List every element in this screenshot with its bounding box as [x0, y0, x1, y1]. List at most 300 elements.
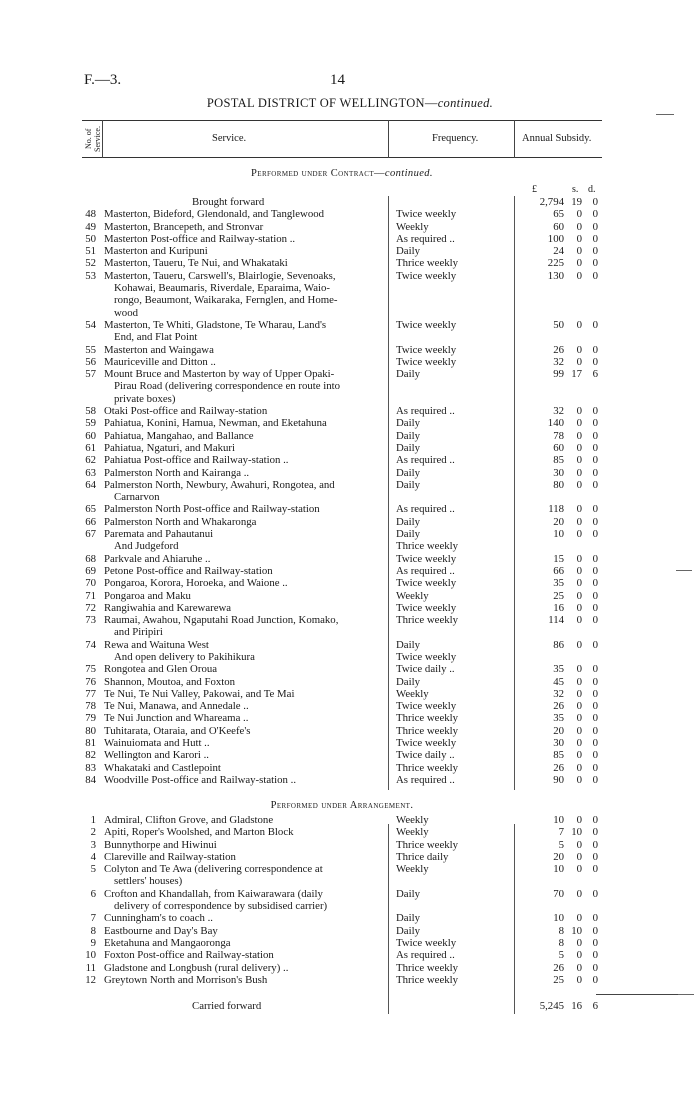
section-arrangement-heading: Performed under Arrangement. — [270, 800, 414, 811]
amount-pounds: 5 — [558, 949, 564, 962]
amount-shillings: 0 — [576, 564, 582, 577]
amount-pounds: 114 — [548, 614, 564, 627]
service-number: 7 — [90, 912, 96, 925]
service-frequency: As required .. — [396, 454, 455, 467]
amount-shillings: 0 — [576, 515, 582, 528]
amount-shillings: 0 — [576, 936, 582, 949]
service-number: 58 — [85, 405, 96, 418]
service-frequency: As required .. — [396, 503, 455, 516]
service-number: 52 — [85, 257, 96, 270]
amount-shillings: 0 — [576, 687, 582, 700]
service-route: Carnarvon — [114, 491, 160, 504]
amount-pence: 0 — [592, 429, 598, 442]
amount-shillings: 0 — [576, 761, 582, 774]
amount-pence: 0 — [592, 269, 598, 282]
amount-pounds: 50 — [553, 318, 564, 331]
amount-pence: 0 — [592, 675, 598, 688]
amount-shillings: 19 — [571, 196, 582, 208]
table-row — [82, 307, 602, 319]
table-row — [82, 221, 602, 233]
service-frequency: Daily — [396, 515, 420, 528]
service-route: Greytown North and Morrison's Bush — [104, 973, 268, 986]
amount-shillings: 0 — [576, 220, 582, 233]
amount-pence: 0 — [592, 405, 598, 418]
service-frequency: Twice weekly — [396, 343, 457, 356]
table-row — [82, 774, 602, 786]
amount-pounds: 5,245 — [539, 1000, 564, 1012]
service-route: Pirau Road (delivering correspondence en route into — [114, 380, 341, 393]
amount-pounds: 225 — [547, 257, 564, 270]
service-route: Masterton Post-office and Railway-station .. — [104, 232, 296, 245]
service-route: rongo, Beaumont, Waikaraka, Fernglen, and Home- — [114, 294, 338, 307]
service-frequency: As required .. — [396, 232, 455, 245]
amount-pence: 0 — [592, 196, 598, 208]
amount-shillings: 10 — [571, 826, 582, 839]
table-row — [82, 725, 602, 737]
amount-pence: 0 — [592, 528, 598, 541]
amount-pence: 6 — [592, 368, 598, 381]
service-route: Masterton and Kuripuni — [104, 245, 208, 258]
amount-pounds: 26 — [553, 700, 564, 713]
amount-shillings: 0 — [576, 232, 582, 245]
section-contract-continued: continued. — [384, 168, 433, 179]
carried-forward-label: Carried forward — [192, 1000, 262, 1012]
service-number: 67 — [85, 528, 96, 541]
amount-shillings: 0 — [576, 663, 582, 676]
service-frequency: Thrice weekly — [396, 540, 459, 553]
amount-pounds: 10 — [553, 814, 564, 826]
amount-pounds: 5 — [558, 838, 564, 851]
service-frequency: Weekly — [396, 826, 429, 839]
amount-shillings: 0 — [576, 503, 582, 516]
service-frequency: Daily — [396, 368, 420, 381]
table-row — [82, 626, 602, 638]
service-route: Masterton, Taueru, Carswell's, Blairlogie, Sevenoaks, — [104, 269, 336, 282]
amount-shillings: 0 — [576, 749, 582, 762]
service-number: 5 — [90, 863, 96, 876]
service-route: Clareville and Railway-station — [104, 850, 236, 863]
amount-pounds: 20 — [553, 850, 564, 863]
service-route: Pahiatua Post-office and Railway-station .. — [104, 454, 289, 467]
table-row — [82, 962, 602, 974]
table-row — [82, 233, 602, 245]
service-number: 54 — [85, 318, 96, 331]
table-row — [82, 282, 602, 294]
service-number: 49 — [85, 220, 96, 233]
service-route: Mauriceville and Ditton .. — [104, 355, 216, 368]
table-row — [82, 356, 602, 368]
table-row — [82, 737, 602, 749]
amount-pence: 0 — [592, 220, 598, 233]
amount-shillings: 0 — [576, 417, 582, 430]
amount-shillings: 0 — [576, 700, 582, 713]
amount-pence: 0 — [592, 355, 598, 368]
service-route: Rongotea and Glen Oroua — [104, 663, 218, 676]
amount-pounds: 20 — [553, 515, 564, 528]
amount-pence: 0 — [592, 863, 598, 876]
service-number: 77 — [85, 687, 96, 700]
amount-shillings: 0 — [576, 973, 582, 986]
service-frequency: Daily — [396, 417, 420, 430]
service-frequency: Thrice daily — [396, 850, 449, 863]
table-row — [82, 516, 602, 528]
amount-pence: 0 — [592, 749, 598, 762]
service-route: Pongaroa and Maku — [104, 589, 191, 602]
amount-pounds: 30 — [553, 737, 564, 750]
amount-shillings: 10 — [571, 924, 582, 937]
amount-shillings: 17 — [571, 368, 582, 381]
amount-shillings: 0 — [576, 887, 582, 900]
service-frequency: Daily — [396, 528, 420, 541]
service-route: Te Nui, Manawa, and Annedale .. — [104, 700, 249, 713]
service-frequency: Weekly — [396, 220, 429, 233]
amount-pence: 0 — [592, 949, 598, 962]
amount-shillings: 0 — [576, 343, 582, 356]
amount-shillings: 0 — [576, 466, 582, 479]
table-row — [82, 925, 602, 937]
service-frequency: Daily — [396, 478, 420, 491]
amount-pounds: 65 — [553, 208, 564, 221]
service-number: 84 — [85, 773, 96, 786]
amount-shillings: 0 — [576, 638, 582, 651]
table-row — [82, 405, 602, 417]
table-row — [82, 479, 602, 491]
service-route: Masterton, Te Whiti, Gladstone, Te Wharau, Land's — [104, 318, 327, 331]
table-row — [82, 602, 602, 614]
amount-pence: 0 — [592, 577, 598, 590]
service-number: 74 — [85, 638, 96, 651]
service-number: 10 — [85, 949, 96, 962]
service-frequency: Thrice weekly — [396, 614, 459, 627]
margin-mark — [656, 114, 674, 115]
amount-pence: 6 — [592, 1000, 598, 1012]
amount-pounds: 25 — [553, 973, 564, 986]
amount-pounds: 90 — [553, 773, 564, 786]
service-route: Mount Bruce and Masterton by way of Upper Opaki- — [104, 368, 335, 381]
service-number: 65 — [85, 503, 96, 516]
table-row — [82, 749, 602, 761]
service-frequency: As required .. — [396, 564, 455, 577]
table-row — [82, 676, 602, 688]
amount-shillings: 0 — [576, 912, 582, 925]
currency-shillings: s. — [572, 184, 579, 195]
service-route: Admiral, Clifton Grove, and Gladstone — [104, 814, 274, 826]
service-route: Paremata and Pahautanui — [104, 528, 214, 541]
amount-pounds: 78 — [553, 429, 564, 442]
service-frequency: As required .. — [396, 773, 455, 786]
table-row — [82, 454, 602, 466]
service-frequency: Thrice weekly — [396, 712, 459, 725]
amount-pence: 0 — [592, 552, 598, 565]
table-row — [82, 553, 602, 565]
service-route: Cunningham's to coach .. — [104, 912, 213, 925]
service-number: 81 — [85, 737, 96, 750]
service-route: Colyton and Te Awa (delivering correspondence at — [104, 863, 323, 876]
header-subsidy: Annual Subsidy. — [522, 133, 592, 144]
table-row — [82, 319, 602, 331]
service-route: Pongaroa, Korora, Horoeka, and Waione .. — [104, 577, 288, 590]
service-route: Masterton, Taueru, Te Nui, and Whakataki — [104, 257, 288, 270]
table-row — [82, 467, 602, 479]
table-row — [82, 331, 602, 343]
service-number: 75 — [85, 663, 96, 676]
amount-pounds: 8 — [558, 936, 564, 949]
service-frequency: Twice weekly — [396, 208, 457, 221]
service-frequency: Daily — [396, 245, 420, 258]
service-route: settlers' houses) — [114, 875, 183, 888]
table-row — [82, 663, 602, 675]
amount-shillings: 0 — [576, 478, 582, 491]
table-row — [82, 577, 602, 589]
table-row — [82, 863, 602, 875]
service-frequency: Daily — [396, 638, 420, 651]
service-frequency: Twice weekly — [396, 936, 457, 949]
table-row — [82, 590, 602, 602]
amount-shillings: 0 — [576, 318, 582, 331]
service-frequency: Thrice weekly — [396, 761, 459, 774]
carried-forward-row — [82, 1000, 602, 1012]
amount-pence: 0 — [592, 589, 598, 602]
amount-shillings: 0 — [576, 675, 582, 688]
service-route: Te Nui, Te Nui Valley, Pakowai, and Te Mai — [104, 687, 295, 700]
header-divider — [388, 120, 389, 158]
amount-pence: 0 — [592, 417, 598, 430]
table-row — [82, 974, 602, 986]
carried-forward-block — [82, 1000, 602, 1012]
amount-shillings: 0 — [576, 949, 582, 962]
amount-pence: 0 — [592, 466, 598, 479]
header-divider — [102, 120, 103, 158]
amount-shillings: 0 — [576, 850, 582, 863]
amount-shillings: 0 — [576, 589, 582, 602]
service-number: 79 — [85, 712, 96, 725]
amount-pence: 0 — [592, 601, 598, 614]
service-number: 55 — [85, 343, 96, 356]
service-number: 50 — [85, 232, 96, 245]
service-route: and Piripiri — [114, 626, 163, 639]
amount-pence: 0 — [592, 614, 598, 627]
amount-pence: 0 — [592, 737, 598, 750]
table-row — [82, 826, 602, 838]
service-frequency: Daily — [396, 924, 420, 937]
service-number: 53 — [85, 269, 96, 282]
service-route: Wainuiomata and Hutt .. — [104, 737, 210, 750]
amount-pence: 0 — [592, 924, 598, 937]
total-rule — [596, 994, 680, 995]
service-frequency: Thrice weekly — [396, 257, 459, 270]
service-number: 59 — [85, 417, 96, 430]
currency-pounds: £ — [532, 184, 537, 195]
contract-table — [82, 196, 602, 786]
service-frequency: Twice weekly — [396, 650, 457, 663]
service-frequency: Thrice weekly — [396, 973, 459, 986]
brought-forward-row — [82, 196, 602, 208]
table-row — [82, 344, 602, 356]
amount-pence: 0 — [592, 973, 598, 986]
service-route: Palmerston North and Whakaronga — [104, 515, 257, 528]
service-frequency: Weekly — [396, 589, 429, 602]
table-row — [82, 565, 602, 577]
margin-mark — [678, 994, 694, 995]
table-row — [82, 208, 602, 220]
page-ref: F.—3. — [84, 72, 122, 88]
table-row — [82, 245, 602, 257]
table-row — [82, 491, 602, 503]
header-top-rule — [82, 120, 602, 121]
service-route: Eastbourne and Day's Bay — [104, 924, 218, 937]
table-row — [82, 712, 602, 724]
amount-pounds: 16 — [553, 601, 564, 614]
amount-pence: 0 — [592, 887, 598, 900]
service-route: Palmerston North Post-office and Railway-station — [104, 503, 320, 516]
amount-shillings: 0 — [576, 838, 582, 851]
service-route: Woodville Post-office and Railway-station .. — [104, 773, 297, 786]
service-frequency: Thrice weekly — [396, 838, 459, 851]
amount-shillings: 0 — [576, 863, 582, 876]
table-row — [82, 442, 602, 454]
amount-pounds: 45 — [553, 675, 564, 688]
amount-shillings: 0 — [576, 552, 582, 565]
service-route: Palmerston North, Newbury, Awahuri, Rongotea, and — [104, 478, 335, 491]
amount-pounds: 85 — [553, 454, 564, 467]
service-route: Rangiwahia and Karewarewa — [104, 601, 232, 614]
service-route: And open delivery to Pakihikura — [114, 650, 255, 663]
amount-pence: 0 — [592, 814, 598, 826]
service-route: Raumai, Awahou, Ngaputahi Road Junction, Komako, — [104, 614, 339, 627]
amount-shillings: 0 — [576, 441, 582, 454]
brought-forward-label: Brought forward — [192, 196, 265, 208]
service-route: private boxes) — [114, 392, 176, 405]
service-number: 68 — [85, 552, 96, 565]
amount-pounds: 35 — [553, 663, 564, 676]
amount-shillings: 0 — [576, 429, 582, 442]
amount-pence: 0 — [592, 936, 598, 949]
service-number: 48 — [85, 208, 96, 221]
amount-shillings: 0 — [576, 454, 582, 467]
service-route: Pahiatua, Ngaturi, and Makuri — [104, 441, 236, 454]
amount-pence: 0 — [592, 441, 598, 454]
service-number: 82 — [85, 749, 96, 762]
amount-shillings: 0 — [576, 712, 582, 725]
service-route: Shannon, Moutoa, and Foxton — [104, 675, 236, 688]
amount-pounds: 60 — [553, 441, 564, 454]
page-title — [90, 96, 610, 111]
service-frequency: As required .. — [396, 405, 455, 418]
amount-shillings: 0 — [576, 724, 582, 737]
service-frequency: Twice weekly — [396, 577, 457, 590]
amount-pounds: 30 — [553, 466, 564, 479]
service-route: And Judgeford — [114, 540, 179, 553]
service-number: 70 — [85, 577, 96, 590]
table-row — [82, 900, 602, 912]
amount-pounds: 99 — [553, 368, 564, 381]
service-frequency: Daily — [396, 887, 420, 900]
service-route: Parkvale and Ahiaruhe .. — [104, 552, 211, 565]
service-number: 4 — [90, 850, 96, 863]
service-route: Whakataki and Castlepoint — [104, 761, 221, 774]
amount-pounds: 86 — [553, 638, 564, 651]
amount-pounds: 10 — [553, 528, 564, 541]
section-contract-heading — [82, 168, 602, 179]
amount-pounds: 130 — [547, 269, 564, 282]
section-contract-label: Performed under Contract— — [251, 168, 385, 179]
service-route: Foxton Post-office and Railway-station — [104, 949, 274, 962]
table-row — [82, 888, 602, 900]
table-row — [82, 528, 602, 540]
service-route: Pahiatua, Konini, Hamua, Newman, and Eketahuna — [104, 417, 327, 430]
amount-pounds: 26 — [553, 961, 564, 974]
table-row — [82, 639, 602, 651]
service-frequency: Weekly — [396, 687, 429, 700]
service-number: 9 — [90, 936, 96, 949]
amount-pounds: 26 — [553, 761, 564, 774]
service-frequency: Twice daily .. — [396, 749, 455, 762]
amount-pence: 0 — [592, 257, 598, 270]
service-number: 66 — [85, 515, 96, 528]
service-frequency: Twice weekly — [396, 355, 457, 368]
amount-pence: 0 — [592, 850, 598, 863]
service-number: 83 — [85, 761, 96, 774]
amount-pounds: 60 — [553, 220, 564, 233]
amount-shillings: 0 — [576, 577, 582, 590]
service-frequency: Daily — [396, 912, 420, 925]
amount-pence: 0 — [592, 838, 598, 851]
amount-shillings: 0 — [576, 773, 582, 786]
amount-shillings: 0 — [576, 614, 582, 627]
amount-pence: 0 — [592, 826, 598, 839]
service-number: 6 — [90, 887, 96, 900]
amount-pence: 0 — [592, 700, 598, 713]
service-number: 3 — [90, 838, 96, 851]
service-number: 8 — [90, 924, 96, 937]
table-row — [82, 851, 602, 863]
page-number: 14 — [330, 72, 345, 88]
table-row — [82, 688, 602, 700]
service-frequency: Twice weekly — [396, 552, 457, 565]
amount-pounds: 7 — [558, 826, 564, 839]
amount-pounds: 2,794 — [539, 196, 564, 208]
service-route: wood — [114, 306, 138, 319]
table-row — [82, 762, 602, 774]
amount-pence: 0 — [592, 208, 598, 221]
amount-pounds: 140 — [547, 417, 564, 430]
service-frequency: Thrice weekly — [396, 961, 459, 974]
amount-pounds: 32 — [553, 405, 564, 418]
table-row — [82, 875, 602, 887]
amount-pounds: 24 — [553, 245, 564, 258]
amount-pounds: 32 — [553, 687, 564, 700]
amount-shillings: 0 — [576, 355, 582, 368]
table-row — [82, 614, 602, 626]
service-frequency: Thrice weekly — [396, 724, 459, 737]
service-number: 80 — [85, 724, 96, 737]
service-route: Masterton, Bideford, Glendonald, and Tanglewood — [104, 208, 325, 221]
service-number: 1 — [90, 814, 96, 826]
amount-shillings: 0 — [576, 528, 582, 541]
amount-pounds: 25 — [553, 589, 564, 602]
header-bottom-rule — [82, 157, 602, 158]
table-row — [82, 949, 602, 961]
table-row — [82, 540, 602, 552]
table-row — [82, 393, 602, 405]
service-route: Apiti, Roper's Woolshed, and Marton Block — [104, 826, 294, 839]
service-route: Bunnythorpe and Hiwinui — [104, 838, 217, 851]
service-frequency: As required .. — [396, 949, 455, 962]
service-number: 76 — [85, 675, 96, 688]
service-route: Pahiatua, Mangahao, and Ballance — [104, 429, 254, 442]
table-row — [82, 380, 602, 392]
service-frequency: Daily — [396, 466, 420, 479]
